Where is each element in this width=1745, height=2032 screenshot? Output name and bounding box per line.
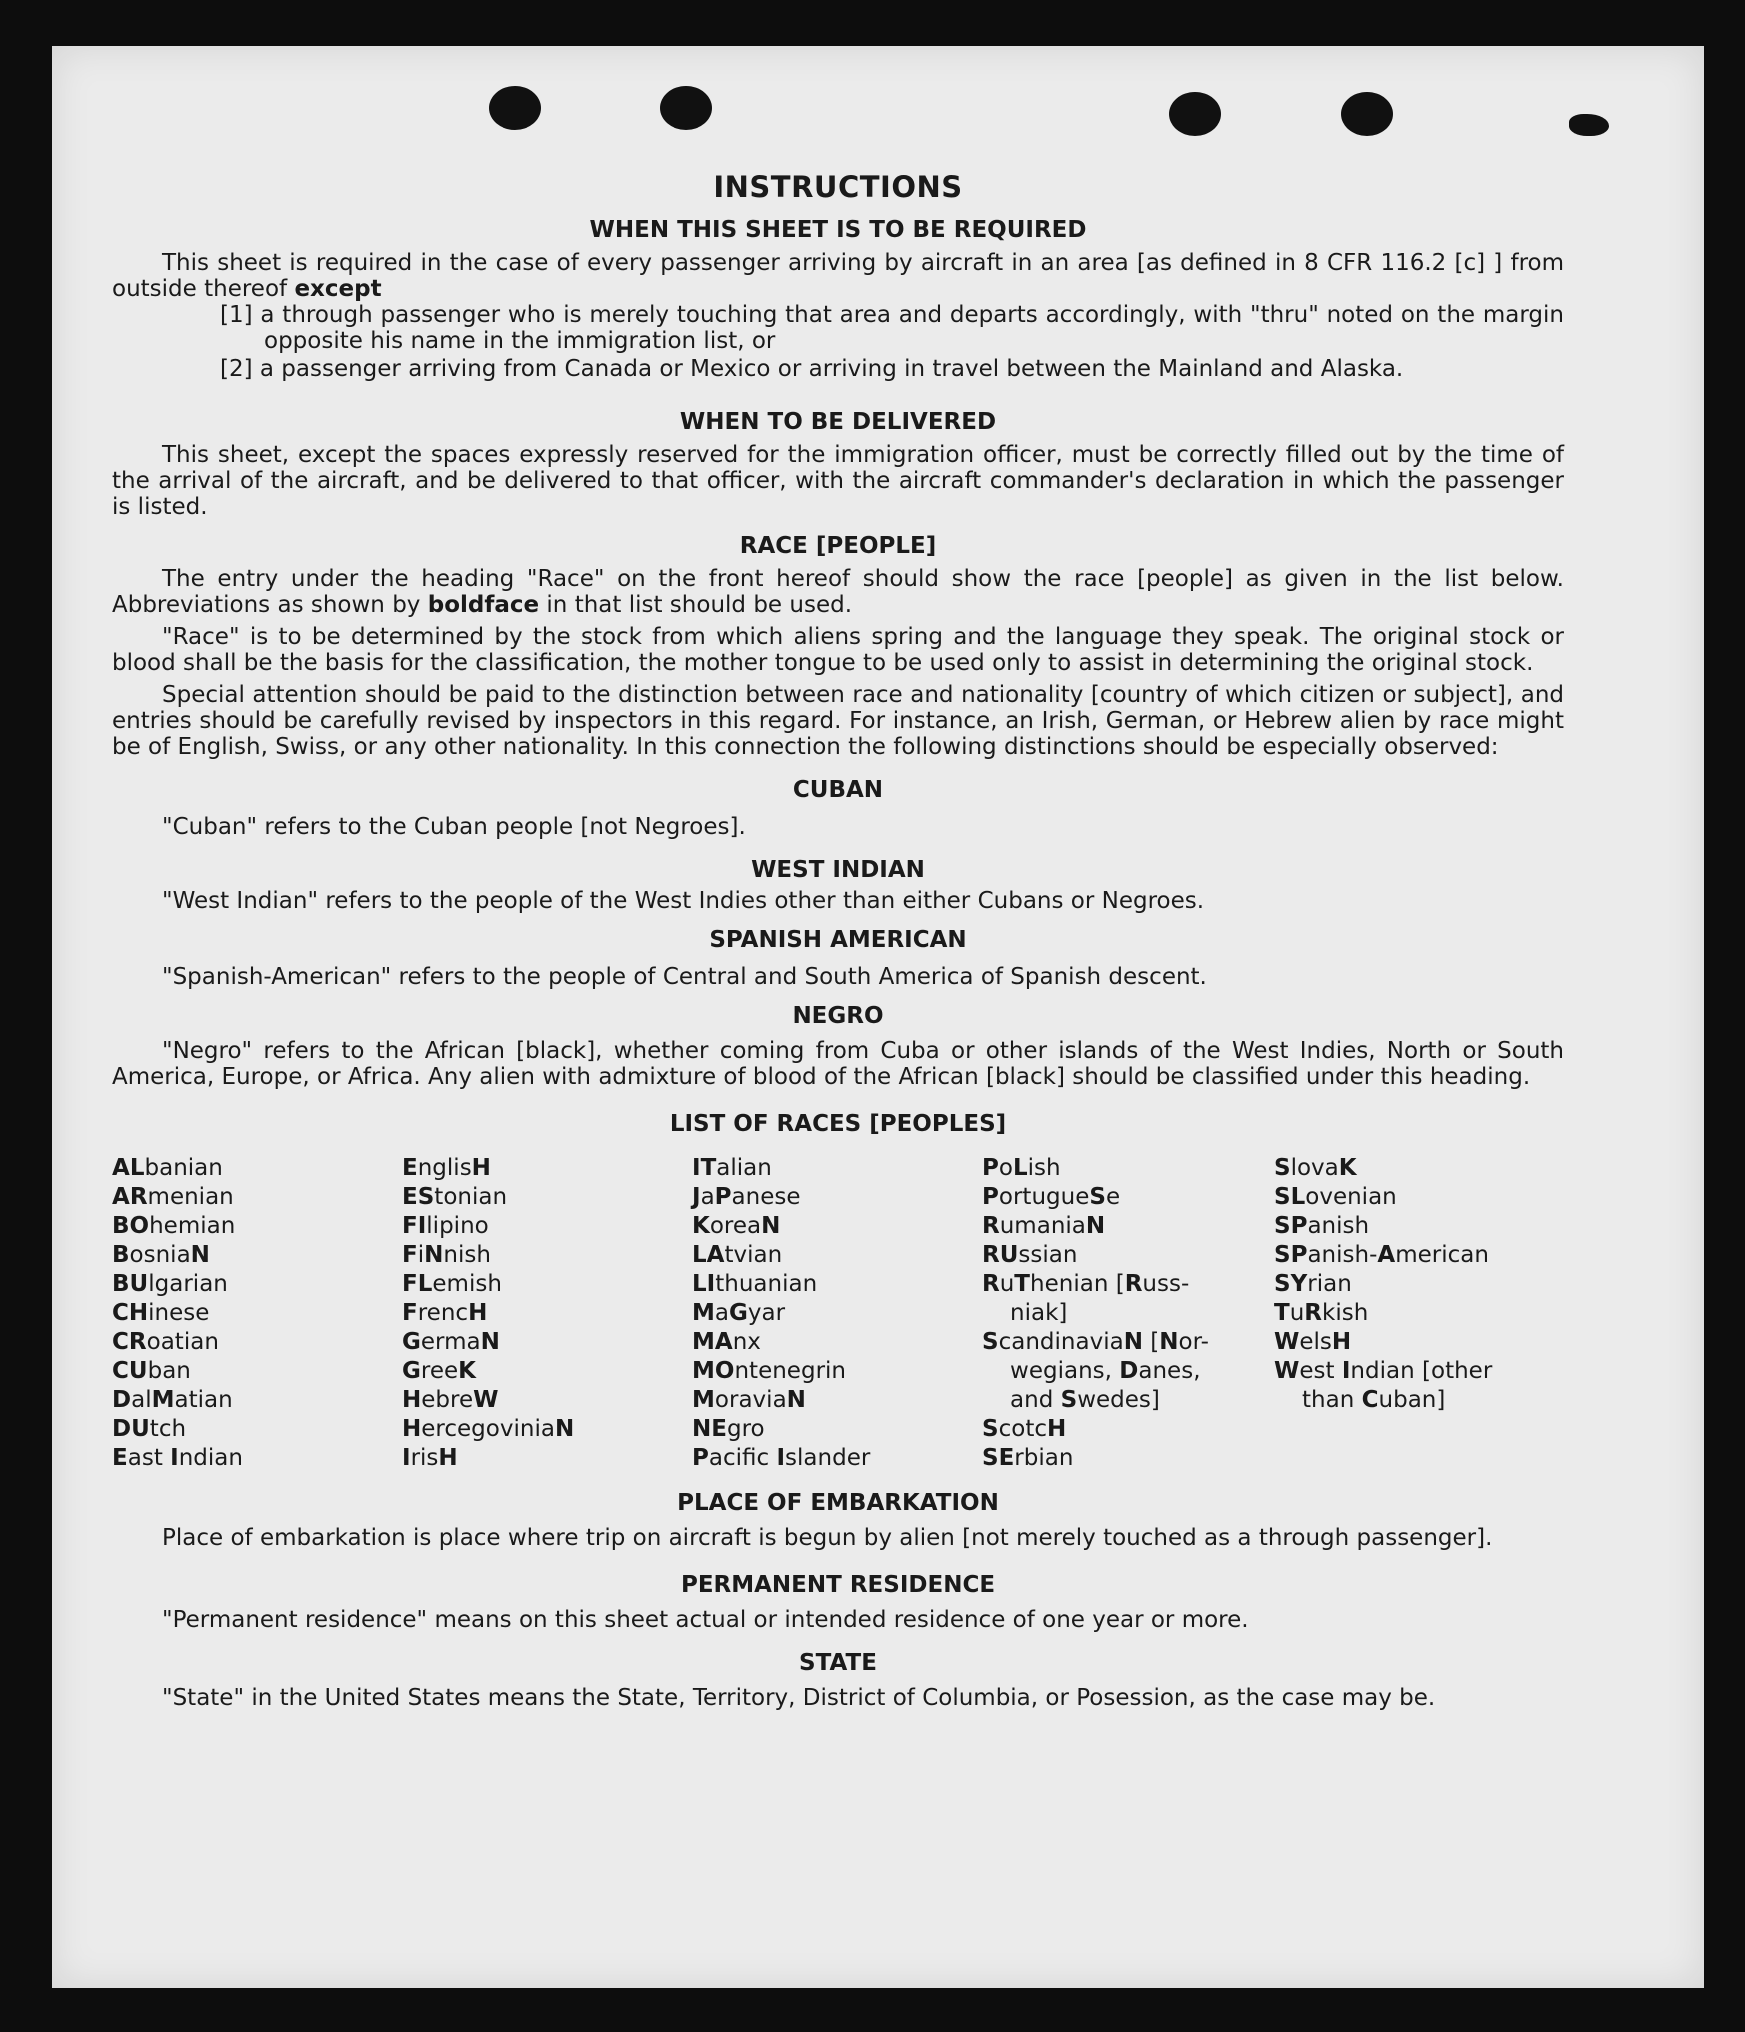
race-item: HebreW: [402, 1387, 499, 1413]
race-item: and Swedes]: [1010, 1387, 1160, 1413]
race-item: niak]: [1010, 1300, 1068, 1326]
race-item: GreeK: [402, 1358, 476, 1384]
heading-embarkation: PLACE OF EMBARKATION: [677, 1490, 999, 1516]
heading-list-of-races: LIST OF RACES [PEOPLES]: [669, 1111, 1007, 1137]
race-item: SlovaK: [1274, 1155, 1357, 1181]
race-item: CRoatian: [112, 1329, 219, 1355]
race-paragraph-3: Special attention should be paid to the distinction between race and nationality [country of which citizen or subject], and entries should be carefully revised by inspectors in this regard. For instance, an Irish, German, or Hebrew alien by race might be of English, Swiss, or any other nationality. In this connection the following distinctions should be especially observed:: [112, 682, 1564, 760]
embarkation-text: Place of embarkation is place where trip on aircraft is begun by alien [not merely touched as a through passenger].: [162, 1525, 1493, 1551]
race-item: DalMatian: [112, 1387, 233, 1413]
race-item: West Indian [other: [1274, 1358, 1493, 1384]
race-item: ARmenian: [112, 1184, 234, 1210]
required-item-2: [2] a passenger arriving from Canada or Mexico or arriving in travel between the Mainland and Alaska.: [220, 356, 1404, 382]
race-item: than Cuban]: [1302, 1387, 1446, 1413]
race-item: BOhemian: [112, 1213, 236, 1239]
race-column-5: [1274, 1154, 1564, 1473]
race-list: [112, 1154, 1564, 1473]
heading-cuban: CUBAN: [792, 777, 884, 803]
race-item: MaGyar: [692, 1300, 786, 1326]
state-text: "State" in the United States means the State, Territory, District of Columbia, or Posession, as the case may be.: [162, 1685, 1436, 1711]
race-item: JaPanese: [692, 1184, 801, 1210]
race-item: Pacifc Islander: [692, 1445, 871, 1471]
race-item: SLovenian: [1274, 1184, 1397, 1210]
race-item: ScandinaviaN [Nor-: [982, 1329, 1209, 1355]
negro-text: "Negro" refers to the African [black], whether coming from Cuba or other islands of the West Indies, North or South America, Europe, or Africa. Any alien with admixture of blood of the African [black] should be classified under this heading.: [112, 1038, 1564, 1090]
race-item: SPanish: [1274, 1213, 1370, 1239]
required-intro: This sheet is required in the case of every passenger arriving by aircraft in an area [as defined in 8 CFR 116.2 [c] ] from outside thereof except: [112, 250, 1564, 302]
race-item: IrisH: [402, 1445, 458, 1471]
race-item: GermaN: [402, 1329, 500, 1355]
race-item: ALbanian: [112, 1155, 223, 1181]
race-item: FrencH: [402, 1300, 488, 1326]
race-item: DUtch: [112, 1416, 187, 1442]
race-item: PortugueSe: [982, 1184, 1121, 1210]
race-item: SYrian: [1274, 1271, 1352, 1297]
race-item: CUban: [112, 1358, 191, 1384]
race-item: RUssian: [982, 1242, 1078, 1268]
heading-state: STATE: [799, 1650, 877, 1676]
heading-delivered: WHEN TO BE DELIVERED: [679, 409, 997, 435]
race-item: RuThenian [Russ-: [982, 1271, 1190, 1297]
page-title: INSTRUCTIONS: [713, 170, 963, 204]
race-column-1: [112, 1154, 402, 1473]
heading-negro: NEGRO: [792, 1003, 884, 1029]
cuban-text: "Cuban" refers to the Cuban people [not Negroes].: [162, 814, 746, 840]
race-item: SErbian: [982, 1445, 1074, 1471]
race-item: TuRkish: [1274, 1300, 1369, 1326]
race-item: ScotcH: [982, 1416, 1067, 1442]
residence-text: "Permanent residence" means on this sheet actual or intended residence of one year or more.: [162, 1607, 1249, 1633]
race-item: FiNnish: [402, 1242, 491, 1268]
race-item: East Indian: [112, 1445, 243, 1471]
race-item: ITalian: [692, 1155, 772, 1181]
race-item: HercegoviniaN: [402, 1416, 575, 1442]
race-item: EStonian: [402, 1184, 508, 1210]
race-item: PoLish: [982, 1155, 1061, 1181]
west-indian-text: "West Indian" refers to the people of the West Indies other than either Cubans or Negroes.: [162, 888, 1205, 914]
race-item: MoraviaN: [692, 1387, 806, 1413]
race-column-3: [692, 1154, 982, 1473]
race-item: RumaniaN: [982, 1213, 1106, 1239]
heading-residence: PERMANENT RESIDENCE: [680, 1572, 996, 1598]
race-item: WelsH: [1274, 1329, 1352, 1355]
race-column-2: [402, 1154, 692, 1473]
race-paragraph-2: "Race" is to be determined by the stock from which aliens spring and the language they speak. The original stock or blood shall be the basis for the classification, the mother tongue to be used only to assist in determining the original stock.: [112, 624, 1564, 676]
race-item: CHinese: [112, 1300, 210, 1326]
race-item: wegians, Danes,: [1010, 1358, 1201, 1384]
race-item: SPanish-American: [1274, 1242, 1489, 1268]
spanish-american-text: "Spanish-American" refers to the people of Central and South America of Spanish descent.: [162, 964, 1207, 990]
race-item: EnglisH: [402, 1155, 491, 1181]
race-item: FIlipino: [402, 1213, 489, 1239]
heading-spanish-american: SPANISH AMERICAN: [709, 927, 967, 953]
race-item: LAtvian: [692, 1242, 783, 1268]
race-column-4: [982, 1154, 1274, 1473]
heading-west-indian: WEST INDIAN: [751, 857, 925, 883]
race-item: NEgro: [692, 1416, 765, 1442]
heading-race: RACE [PEOPLE]: [739, 533, 937, 559]
race-item: LIthuanian: [692, 1271, 818, 1297]
heading-required: WHEN THIS SHEET IS TO BE REQUIRED: [589, 217, 1087, 243]
instructions-content: [112, 118, 1564, 1711]
race-item: MOntenegrin: [692, 1358, 846, 1384]
race-item: BosniaN: [112, 1242, 210, 1268]
race-item: BUlgarian: [112, 1271, 228, 1297]
punch-hole: [1569, 114, 1609, 136]
race-item: MAnx: [692, 1329, 761, 1355]
race-item: FLemish: [402, 1271, 502, 1297]
required-item-1: [1] a through passenger who is merely touching that area and departs accordingly, with "thru" noted on the margin opposite his name in the immigration list, or: [220, 302, 1564, 354]
race-paragraph-1: The entry under the heading "Race" on the front hereof should show the race [people] as given in the list below. Abbreviations as shown by boldface in that list should be used.: [112, 566, 1564, 618]
race-item: KoreaN: [692, 1213, 781, 1239]
delivered-text: This sheet, except the spaces expressly reserved for the immigration officer, must be correctly filled out by the time of the arrival of the aircraft, and be delivered to that officer, with the aircraft commander's declaration in which the passenger is listed.: [112, 442, 1564, 520]
